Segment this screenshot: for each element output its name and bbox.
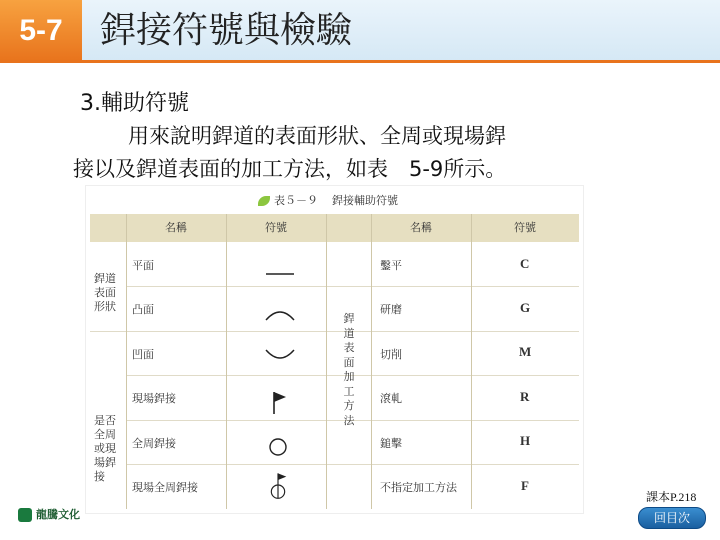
convex-arc-symbol-icon [248,298,308,328]
row-name: 切削 [380,348,402,361]
concave-arc-symbol-icon [248,342,308,372]
row-name: 鎚擊 [380,437,402,450]
header-name-left: 名稱 [165,221,187,234]
row-name: 現場全周銲接 [132,481,198,494]
table-grid [90,214,579,509]
field-weld-all-around-icon [248,470,308,500]
right-group-finish-method: 銲道表面加工方法 [343,312,355,427]
row-divider [90,331,579,332]
section-heading: 3.輔助符號 [80,91,189,116]
publisher-logo-icon [18,508,32,522]
header-symbol-left: 符號 [265,221,287,234]
table-caption-title: 銲接輔助符號 [332,194,398,207]
leaf-icon [258,196,270,206]
left-group-surface-shape: 銲道表面形狀 [94,272,116,313]
finish-code: F [521,478,529,493]
finish-code: G [520,300,531,315]
body-text-line-2: 接以及銲道表面的加工方法，如表 5-9所示。 [73,157,507,181]
flat-line-symbol-icon [248,254,308,284]
header-symbol-right: 符號 [514,221,536,234]
row-name: 平面 [132,259,154,272]
left-group-all-around-field: 是否全周或現場銲接 [94,414,116,483]
row-name: 現場銲接 [132,392,176,405]
row-name: 全周銲接 [132,437,176,450]
col-divider [371,214,372,509]
finish-code: R [520,389,530,404]
col-divider [471,214,472,509]
table-body [90,242,579,509]
finish-code: M [519,344,532,359]
textbook-page-ref: 課本P.218 [646,490,697,504]
row-name: 研磨 [380,303,402,316]
row-divider [126,464,579,465]
row-name: 不指定加工方法 [380,481,457,494]
title-divider [0,60,720,63]
row-divider [126,286,579,287]
page-title: 銲接符號與檢驗 [100,10,353,51]
header-name-right: 名稱 [410,221,432,234]
row-name: 鑿平 [380,259,402,272]
publisher-logo [18,506,80,522]
col-divider [126,214,127,509]
section-number-badge: 5-7 [0,0,82,62]
table-caption [86,190,398,212]
back-to-contents-button[interactable]: 回目次 [638,507,706,529]
row-name: 凹面 [132,348,154,361]
welding-symbol-table [85,185,584,514]
weld-all-around-circle-icon [248,431,308,461]
finish-code: C [520,256,530,271]
table-caption-number: 表５－９ [274,194,318,207]
publisher-name: 龍騰文化 [36,508,80,521]
field-weld-flag-icon [248,386,308,416]
col-divider [326,214,327,509]
row-name: 滾軋 [380,392,402,405]
finish-code: H [520,433,531,448]
row-name: 凸面 [132,303,154,316]
body-text-line-1: 用來說明銲道的表面形狀、全周或現場銲 [128,124,506,148]
col-divider [226,214,227,509]
table-header-row [90,214,579,242]
